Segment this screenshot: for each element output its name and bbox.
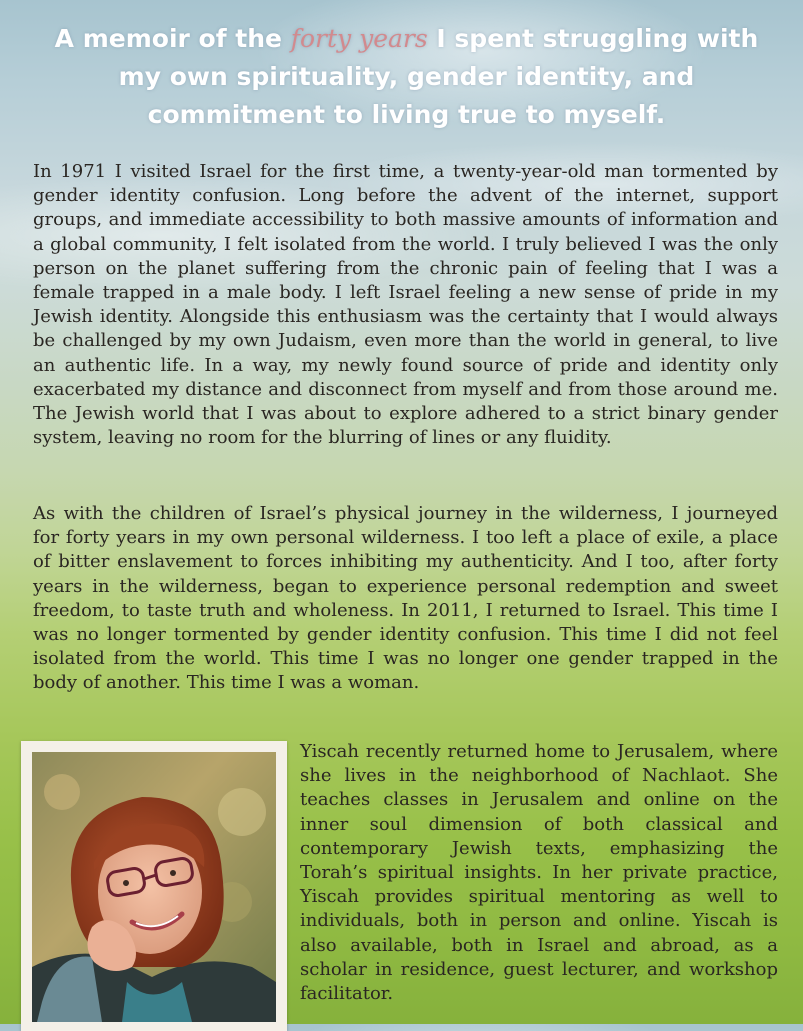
memoir-tagline bbox=[40, 20, 773, 134]
body-paragraph-2: As with the children of Israel’s physical journey in the wilderness, I journeyed for forty years in my own personal wilderness. I too left a place of exile, a place of bitter enslavement to forces inhibiting my authenticity. And I too, after forty years in the wilderness, began to experience personal redemption and sweet freedom, to taste truth and wholeness. In 2011, I returned to Israel. This time I was no longer tormented by gender identity confusion. This time I did not feel isolated from the world. This time I was no longer one gender trapped in the body of another. This time I was a woman. bbox=[33, 503, 778, 694]
body-paragraph-1: In 1971 I visited Israel for the first time, a twenty-year-old man tormented by gender identity confusion. Long before the advent of the internet, support groups, and immediate accessibility to both massive amounts of information and a global community, I felt isolated from the world. I truly believed I was the only person on the planet suffering from the chronic pain of feeling that I was a female trapped in a male body. I left Israel feeling a new sense of pride in my Jewish identity. Alongside this enthusiasm was the certainty that I would always be challenged by my own Judaism, even more than the world in general, to live an authentic life. In a way, my newly found source of pride and identity only exacerbated my distance and disconnect from myself and from those around me. The Jewish world that I was about to explore adhered to a strict binary gender system, leaving no room for the blurring of lines or any fluidity. bbox=[33, 161, 778, 449]
author-portrait-image bbox=[32, 752, 276, 1022]
tagline-script-phrase: forty years bbox=[290, 24, 428, 53]
author-photo bbox=[21, 741, 287, 1031]
tagline-lead: A memoir of the bbox=[54, 24, 291, 53]
tagline-rest: I spent struggling with my own spirituality, gender identity, and commitment to living true to myself. bbox=[118, 24, 759, 129]
author-bio: Yiscah recently returned home to Jerusalem, where she lives in the neighborhood of Nachlaot. She teaches classes in Jerusalem and online on the inner soul dimension of both classical and contemporary Jewish texts, emphasizing the Torah’s spiritual insights. In her private practice, Yiscah provides spiritual mentoring as well to individuals, both in person and online. Yiscah is also available, both in Israel and abroad, as a scholar in residence, guest lecturer, and workshop facilitator. bbox=[300, 741, 778, 1005]
